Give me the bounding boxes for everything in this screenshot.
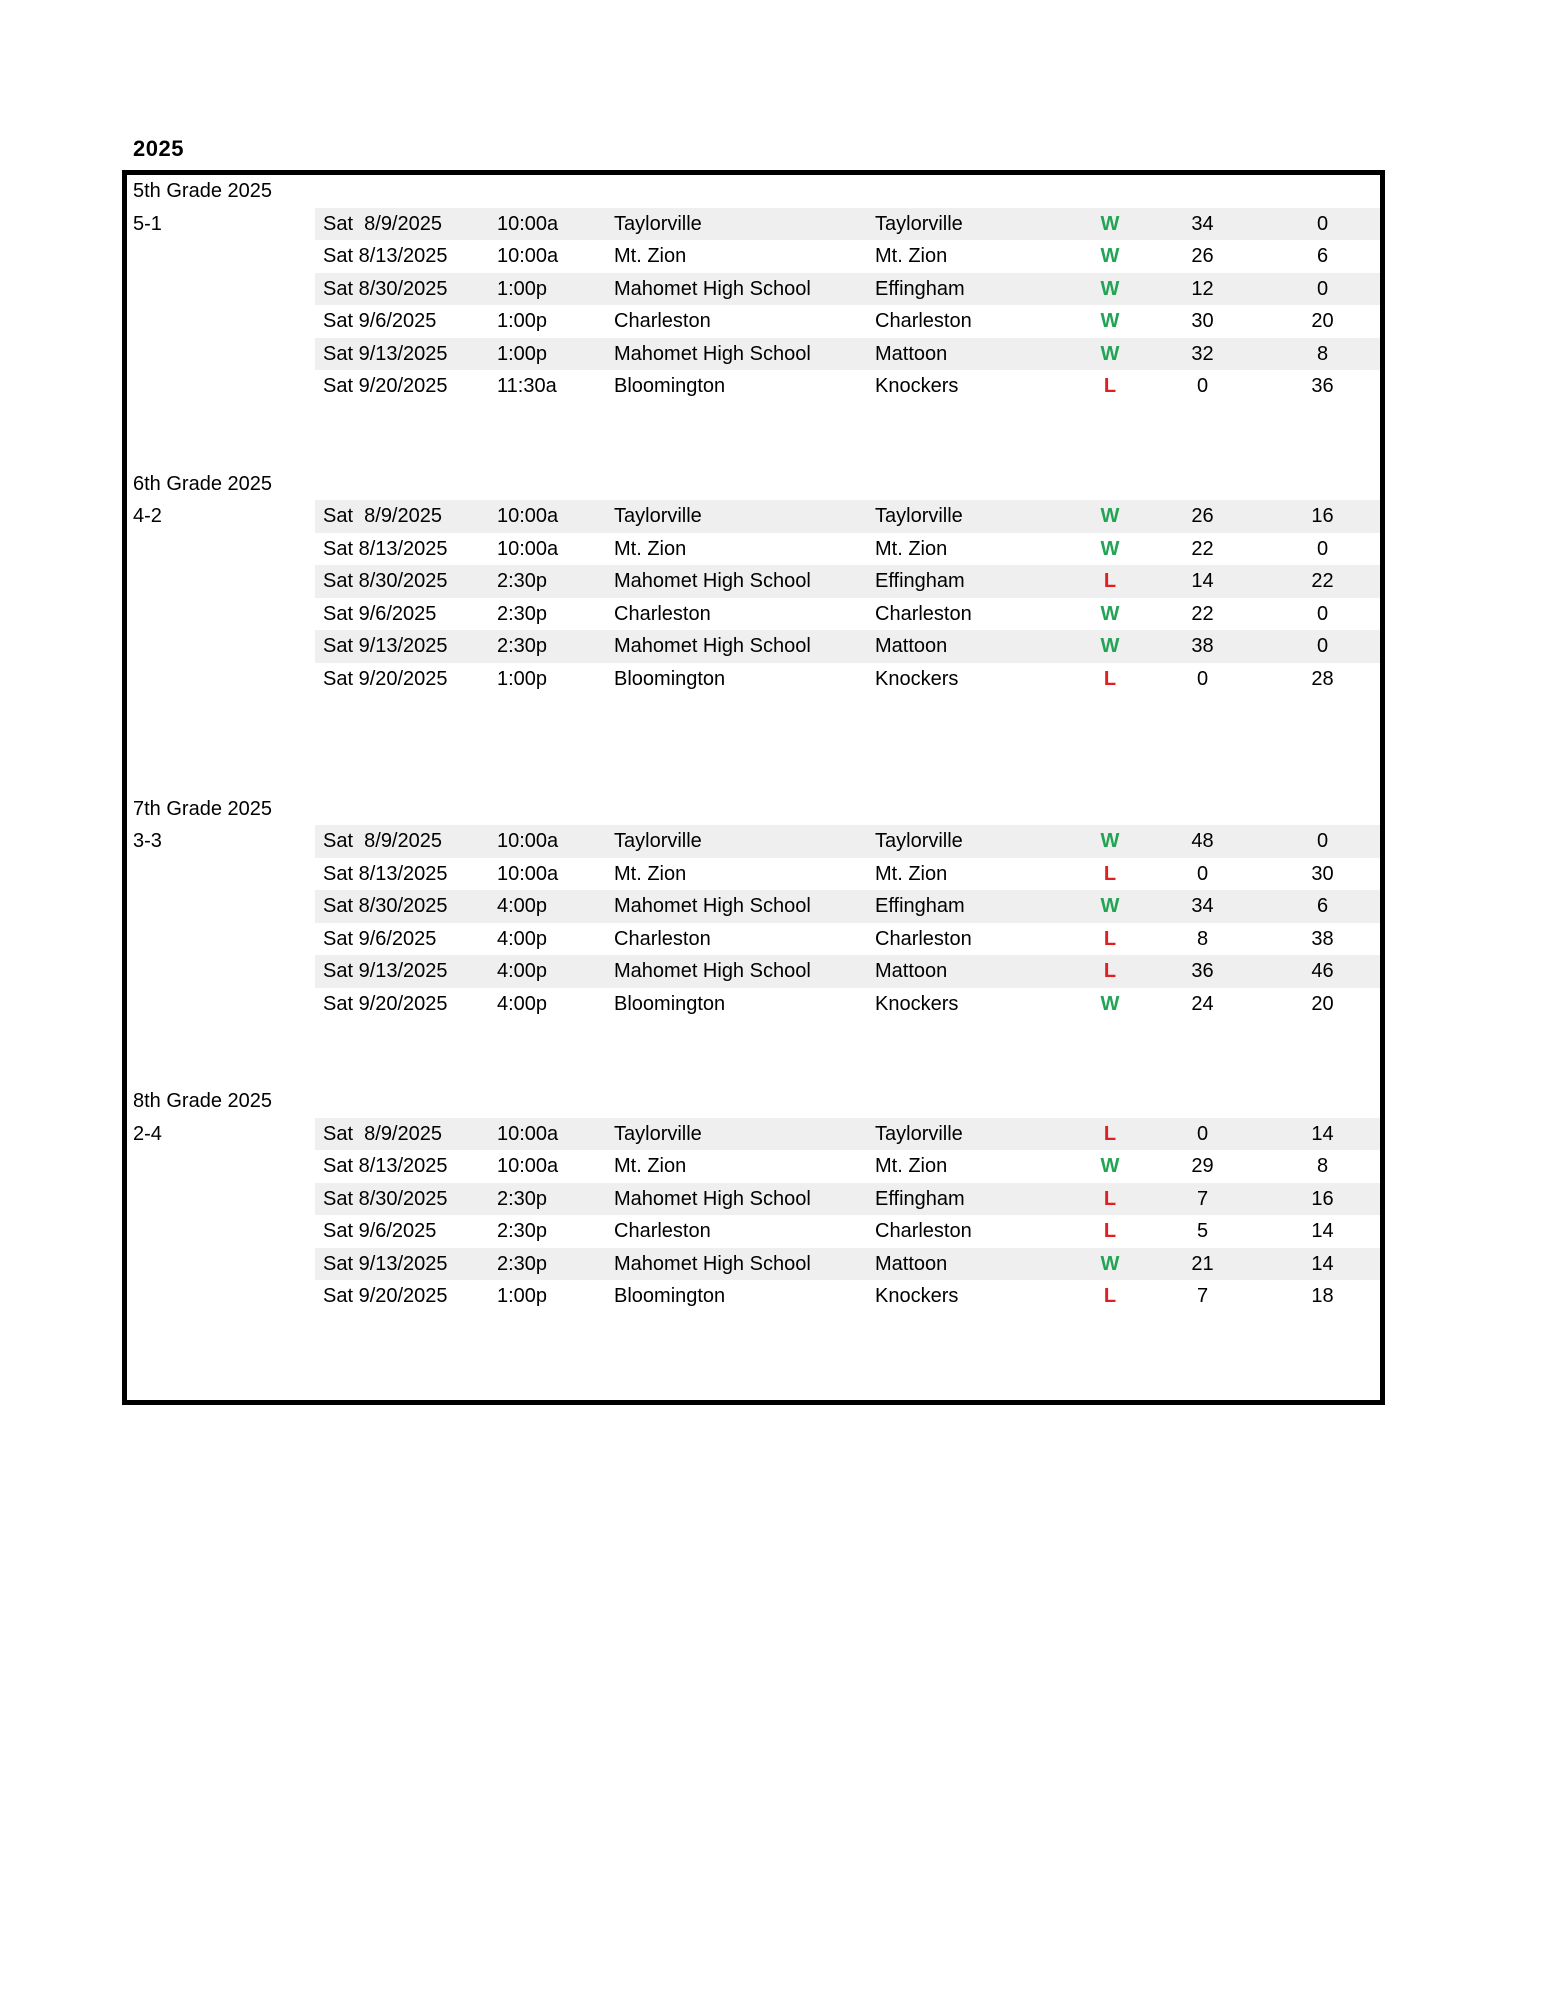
game-opponent: Knockers [875, 1285, 959, 1307]
game-row [127, 338, 1380, 371]
game-row [127, 955, 1380, 988]
game-date: Sat 9/6/2025 [323, 927, 437, 950]
game-location: Mt. Zion [614, 537, 687, 560]
game-date: Sat 8/9/2025 [323, 830, 442, 852]
game-time: 1:00p [497, 277, 548, 300]
game-time: 2:30p [497, 1187, 548, 1210]
game-row-stripe [315, 988, 1380, 1021]
game-result-letter: W [1100, 277, 1120, 300]
game-row-stripe [315, 565, 1380, 598]
game-score-for: 0 [1196, 862, 1209, 885]
game-score-for: 24 [1191, 992, 1214, 1015]
game-location: Charleston [614, 1220, 711, 1242]
game-date: Sat 9/20/2025 [323, 992, 448, 1015]
section-header-row [127, 793, 1380, 826]
game-score-against: 46 [1311, 960, 1334, 982]
section-title: 7th Grade 2025 [133, 797, 272, 820]
game-score-against: 0 [1316, 212, 1329, 235]
game-date: Sat 8/9/2025 [323, 1122, 442, 1145]
game-time: 2:30p [497, 1220, 548, 1242]
game-score-against: 0 [1316, 277, 1329, 300]
game-opponent: Mt. Zion [875, 1155, 948, 1177]
game-opponent: Effingham [875, 277, 965, 300]
game-time: 10:00a [497, 537, 559, 560]
game-result-letter: W [1100, 895, 1120, 917]
game-time: 10:00a [497, 1122, 559, 1145]
game-date: Sat 8/30/2025 [323, 895, 448, 917]
game-row [127, 565, 1380, 598]
game-row-stripe [315, 305, 1380, 338]
game-row-stripe [315, 955, 1380, 988]
game-location: Taylorville [614, 505, 702, 527]
game-result-letter: W [1100, 310, 1120, 332]
game-opponent: Charleston [875, 602, 972, 625]
game-row [127, 208, 1380, 241]
game-score-against: 22 [1311, 570, 1334, 592]
game-row-stripe [315, 890, 1380, 923]
game-opponent: Effingham [875, 570, 965, 592]
game-opponent: Effingham [875, 1187, 965, 1210]
game-result-letter: W [1100, 537, 1120, 560]
game-location: Mahomet High School [614, 1187, 811, 1210]
game-date: Sat 8/13/2025 [323, 537, 448, 560]
game-score-for: 21 [1191, 1252, 1214, 1275]
game-row [127, 858, 1380, 891]
game-score-against: 36 [1311, 375, 1334, 397]
game-result-letter: W [1100, 992, 1120, 1015]
game-row [127, 1183, 1380, 1216]
game-location: Charleston [614, 927, 711, 950]
game-time: 2:30p [497, 1252, 548, 1275]
game-date: Sat 9/20/2025 [323, 1285, 448, 1307]
game-result-letter: W [1100, 830, 1120, 852]
game-time: 10:00a [497, 862, 559, 885]
game-date: Sat 8/13/2025 [323, 245, 448, 267]
game-time: 1:00p [497, 342, 548, 365]
game-location: Mahomet High School [614, 1252, 811, 1275]
game-score-against: 6 [1316, 245, 1329, 267]
game-row-stripe [315, 1150, 1380, 1183]
game-row-stripe [315, 1280, 1380, 1313]
game-score-against: 6 [1316, 895, 1329, 917]
game-location: Taylorville [614, 1122, 702, 1145]
game-date: Sat 8/9/2025 [323, 505, 442, 527]
game-score-against: 0 [1316, 635, 1329, 657]
game-row [127, 273, 1380, 306]
game-result-letter: W [1100, 635, 1120, 657]
game-row [127, 890, 1380, 923]
game-result-letter: L [1103, 1220, 1117, 1242]
game-opponent: Taylorville [875, 212, 963, 235]
game-row-stripe [315, 1248, 1380, 1281]
game-score-for: 29 [1191, 1155, 1214, 1177]
game-score-against: 0 [1316, 537, 1329, 560]
game-time: 1:00p [497, 310, 548, 332]
game-result-letter: L [1103, 862, 1117, 885]
game-location: Mahomet High School [614, 342, 811, 365]
game-row [127, 663, 1380, 696]
game-date: Sat 9/20/2025 [323, 375, 448, 397]
game-opponent: Charleston [875, 310, 972, 332]
game-location: Charleston [614, 310, 711, 332]
game-time: 4:00p [497, 927, 548, 950]
game-score-for: 26 [1191, 505, 1214, 527]
team-record: 5-1 [133, 212, 162, 235]
game-score-against: 20 [1311, 310, 1334, 332]
game-row-stripe [315, 240, 1380, 273]
game-result-letter: L [1103, 1285, 1117, 1307]
game-date: Sat 9/13/2025 [323, 342, 448, 365]
game-row [127, 923, 1380, 956]
game-score-for: 30 [1191, 310, 1214, 332]
game-opponent: Mt. Zion [875, 862, 948, 885]
game-row [127, 1118, 1380, 1151]
game-score-against: 28 [1311, 667, 1334, 690]
game-date: Sat 8/30/2025 [323, 277, 448, 300]
section-title: 6th Grade 2025 [133, 472, 272, 495]
game-time: 1:00p [497, 667, 548, 690]
game-row [127, 1280, 1380, 1313]
game-location: Mahomet High School [614, 960, 811, 982]
game-location: Mahomet High School [614, 277, 811, 300]
game-opponent: Knockers [875, 375, 959, 397]
game-time: 10:00a [497, 505, 559, 527]
game-opponent: Mattoon [875, 342, 948, 365]
game-time: 4:00p [497, 895, 548, 917]
game-opponent: Charleston [875, 927, 972, 950]
game-result-letter: L [1103, 1122, 1117, 1145]
game-row [127, 500, 1380, 533]
game-score-for: 0 [1196, 667, 1209, 690]
game-result-letter: L [1103, 375, 1117, 397]
game-row [127, 988, 1380, 1021]
game-result-letter: L [1103, 570, 1117, 592]
game-location: Charleston [614, 602, 711, 625]
game-opponent: Mattoon [875, 1252, 948, 1275]
game-score-against: 14 [1311, 1122, 1334, 1145]
game-row [127, 240, 1380, 273]
game-score-for: 12 [1191, 277, 1214, 300]
game-time: 10:00a [497, 1155, 559, 1177]
game-date: Sat 8/30/2025 [323, 1187, 448, 1210]
game-result-letter: W [1100, 245, 1120, 267]
game-result-letter: W [1100, 1252, 1120, 1275]
game-opponent: Taylorville [875, 505, 963, 527]
game-date: Sat 9/13/2025 [323, 635, 448, 657]
game-score-for: 7 [1196, 1285, 1209, 1307]
section-header-row [127, 468, 1380, 501]
game-result-letter: W [1100, 1155, 1120, 1177]
section-spacer [127, 695, 1380, 793]
game-row-stripe [315, 533, 1380, 566]
game-date: Sat 8/13/2025 [323, 1155, 448, 1177]
game-score-against: 0 [1316, 830, 1329, 852]
game-row [127, 825, 1380, 858]
game-location: Mahomet High School [614, 570, 811, 592]
game-score-for: 8 [1196, 927, 1209, 950]
game-row-stripe [315, 630, 1380, 663]
game-time: 10:00a [497, 245, 559, 267]
game-score-against: 20 [1311, 992, 1334, 1015]
game-result-letter: L [1103, 667, 1117, 690]
game-date: Sat 8/13/2025 [323, 862, 448, 885]
game-opponent: Charleston [875, 1220, 972, 1242]
game-row [127, 1215, 1380, 1248]
game-location: Bloomington [614, 1285, 726, 1307]
team-record: 3-3 [133, 830, 162, 852]
game-score-for: 22 [1191, 537, 1214, 560]
game-score-against: 0 [1316, 602, 1329, 625]
game-opponent: Taylorville [875, 830, 963, 852]
game-row [127, 598, 1380, 631]
game-location: Mahomet High School [614, 635, 811, 657]
game-date: Sat 9/13/2025 [323, 1252, 448, 1275]
game-row-stripe [315, 338, 1380, 371]
game-opponent: Knockers [875, 992, 959, 1015]
game-score-for: 0 [1196, 1122, 1209, 1145]
game-score-for: 48 [1191, 830, 1214, 852]
game-row [127, 1248, 1380, 1281]
game-time: 10:00a [497, 830, 559, 852]
game-date: Sat 9/6/2025 [323, 602, 437, 625]
game-score-for: 22 [1191, 602, 1214, 625]
section-spacer [127, 1020, 1380, 1085]
game-opponent: Effingham [875, 895, 965, 917]
game-score-against: 8 [1316, 1155, 1329, 1177]
game-result-letter: W [1100, 342, 1120, 365]
game-row [127, 305, 1380, 338]
game-opponent: Taylorville [875, 1122, 963, 1145]
game-score-against: 30 [1311, 862, 1334, 885]
game-score-for: 36 [1191, 960, 1214, 982]
game-date: Sat 9/13/2025 [323, 960, 448, 982]
game-date: Sat 8/9/2025 [323, 212, 442, 235]
game-row-stripe [315, 1215, 1380, 1248]
game-location: Bloomington [614, 375, 726, 397]
section-title: 8th Grade 2025 [133, 1090, 272, 1112]
game-location: Bloomington [614, 667, 726, 690]
game-score-against: 38 [1311, 927, 1334, 950]
game-score-against: 16 [1311, 1187, 1334, 1210]
game-score-against: 16 [1311, 505, 1334, 527]
game-result-letter: L [1103, 927, 1117, 950]
game-score-for: 32 [1191, 342, 1214, 365]
game-date: Sat 9/6/2025 [323, 310, 437, 332]
game-row-stripe [315, 370, 1380, 403]
game-result-letter: L [1103, 1187, 1117, 1210]
page-title: 2025 [133, 136, 184, 161]
game-result-letter: W [1100, 505, 1120, 527]
game-opponent: Mattoon [875, 635, 948, 657]
game-score-for: 34 [1191, 212, 1214, 235]
game-score-for: 26 [1191, 245, 1214, 267]
game-score-against: 14 [1311, 1220, 1334, 1242]
game-time: 2:30p [497, 635, 548, 657]
game-opponent: Knockers [875, 667, 959, 690]
game-opponent: Mt. Zion [875, 245, 948, 267]
section-title: 5th Grade 2025 [133, 180, 272, 202]
game-row-stripe [315, 858, 1380, 891]
schedule-box [122, 170, 1385, 1405]
game-row [127, 1150, 1380, 1183]
game-location: Bloomington [614, 992, 726, 1015]
game-location: Mt. Zion [614, 862, 687, 885]
game-row-stripe [315, 598, 1380, 631]
game-row-stripe [315, 663, 1380, 696]
team-record: 2-4 [133, 1122, 162, 1145]
game-location: Mt. Zion [614, 1155, 687, 1177]
game-row-stripe [315, 1183, 1380, 1216]
game-location: Taylorville [614, 830, 702, 852]
section-header-row [127, 1085, 1380, 1118]
game-score-against: 14 [1311, 1252, 1334, 1275]
game-location: Mt. Zion [614, 245, 687, 267]
game-score-for: 5 [1196, 1220, 1209, 1242]
game-score-for: 14 [1191, 570, 1214, 592]
game-date: Sat 8/30/2025 [323, 570, 448, 592]
game-score-against: 8 [1316, 342, 1329, 365]
game-row-stripe [315, 500, 1380, 533]
game-time: 2:30p [497, 570, 548, 592]
game-score-for: 0 [1196, 375, 1209, 397]
game-score-for: 38 [1191, 635, 1214, 657]
game-row [127, 370, 1380, 403]
team-record: 4-2 [133, 505, 162, 527]
game-time: 2:30p [497, 602, 548, 625]
game-result-letter: L [1103, 960, 1117, 982]
game-row-stripe [315, 923, 1380, 956]
game-time: 11:30a [497, 375, 557, 397]
game-location: Taylorville [614, 212, 702, 235]
game-row-stripe [315, 825, 1380, 858]
game-result-letter: W [1100, 602, 1120, 625]
game-row-stripe [315, 208, 1380, 241]
game-row [127, 533, 1380, 566]
game-time: 4:00p [497, 960, 548, 982]
game-row-stripe [315, 1118, 1380, 1151]
game-time: 4:00p [497, 992, 548, 1015]
game-time: 1:00p [497, 1285, 548, 1307]
game-score-for: 34 [1191, 895, 1214, 917]
game-location: Mahomet High School [614, 895, 811, 917]
game-score-for: 7 [1196, 1187, 1209, 1210]
game-date: Sat 9/20/2025 [323, 667, 448, 690]
game-date: Sat 9/6/2025 [323, 1220, 437, 1242]
section-spacer [127, 403, 1380, 468]
game-time: 10:00a [497, 212, 559, 235]
game-result-letter: W [1100, 212, 1120, 235]
section-header-row [127, 175, 1380, 208]
game-row [127, 630, 1380, 663]
game-opponent: Mt. Zion [875, 537, 948, 560]
game-score-against: 18 [1311, 1285, 1334, 1307]
game-row-stripe [315, 273, 1380, 306]
game-opponent: Mattoon [875, 960, 948, 982]
